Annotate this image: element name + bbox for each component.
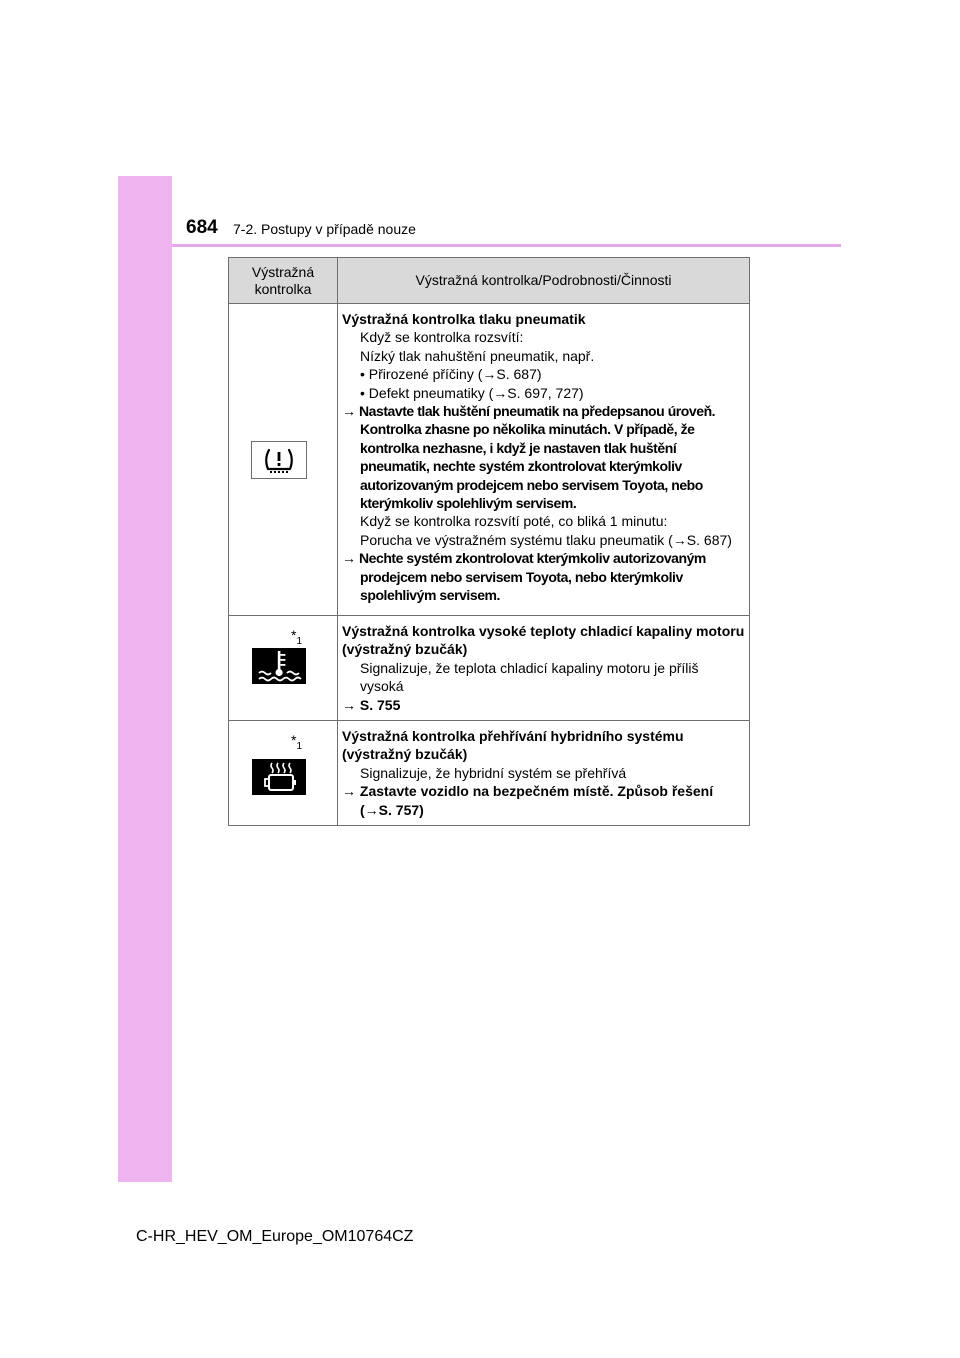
warning-light-table [228,257,750,826]
action-text: → Zastavte vozidlo na bezpečném místě. Způsob řešení (→S. 757) [342,783,714,818]
cause-text: Signalizuje, že teplota chladicí kapaliny motoru je příliš vysoká [360,659,699,695]
table-header-row [229,258,750,304]
action-text: → Nastavte tlak huštění pneumatik na předepsanou úroveň. Kontrolka zhasne po několika minutách. V případě, že kontrolka nezhasne, i když je nastaven tlak huštění pneumatik, nechte systém zkontrolovat kterýmkoliv autorizovaným prodejcem nebo servisem Toyota, nebo kterýmkoliv spolehlivým servisem. [342,403,716,512]
row-title: Výstražná kontrolka přehřívání hybridního systému (výstražný bzučák) [342,728,684,763]
icon-cell [229,721,338,826]
action-text: → S. 755 [342,696,401,713]
icon-cell [229,304,338,616]
cause-text: Nízký tlak nahuštění pneumatik, např. [360,347,595,364]
column-header-icon: Výstražná kontrolka [229,258,338,304]
table-row [229,616,750,721]
side-tab [118,176,172,1182]
footnote-marker: $*_1$ [291,732,303,752]
table-row [229,721,750,826]
action-text: → Nechte systém zkontrolovat kterýmkoliv autorizovaným prodejcem nebo servisem Toyota, nebo kterýmkoliv spolehlivým servisem. [342,550,706,604]
hybrid-system-overheat-icon [252,759,306,795]
section-title: 7-2. Postupy v případě nouze [233,221,416,237]
details-cell [338,721,750,826]
bullet-item: • Defekt pneumatiky (→S. 697, 727) [360,384,584,401]
details-cell [338,616,750,721]
cause-text: Porucha ve výstražném systému tlaku pneumatik (→S. 687) [360,531,732,548]
column-header-details: Výstražná kontrolka/Podrobnosti/Činnosti [338,258,750,304]
icon-cell [229,616,338,721]
table-row [229,304,750,616]
page-number: 684 [186,217,218,238]
condition-text: Když se kontrolka rozsvítí: [360,329,524,346]
row-title: Výstražná kontrolka tlaku pneumatik [342,311,586,327]
tire-pressure-warning-icon [251,441,307,479]
bullet-item: • Přirozené příčiny (→S. 687) [360,366,542,383]
condition-text: Když se kontrolka rozsvítí poté, co bliká 1 minutu: [360,513,668,530]
footnote-marker: $*_1$ [291,627,303,647]
document-code: C-HR_HEV_OM_Europe_OM10764CZ [136,1228,414,1245]
header-rule [172,244,841,247]
row-title: Výstražná kontrolka vysoké teploty chladicí kapaliny motoru (výstražný bzučák) [342,623,745,658]
details-cell [338,304,750,616]
cause-text: Signalizuje, že hybridní systém se přehřívá [360,764,627,781]
coolant-temperature-icon [252,648,306,684]
